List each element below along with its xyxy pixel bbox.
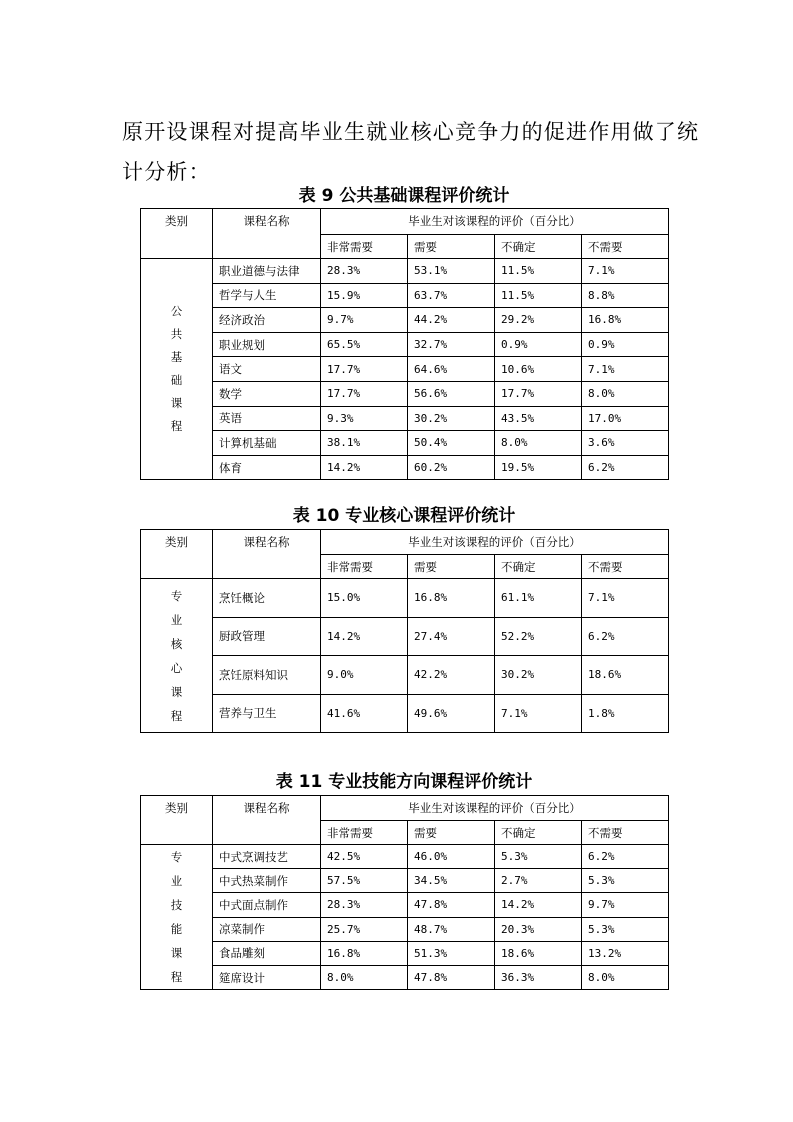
- value-cell: 10.6%: [495, 357, 582, 382]
- table10-core-courses: [140, 529, 669, 733]
- table-row: [141, 455, 669, 480]
- value-cell: 61.1%: [495, 579, 582, 618]
- value-cell: 49.6%: [408, 694, 495, 733]
- category-char: 程: [170, 708, 183, 723]
- header-evaluation: 毕业生对该课程的评价（百分比）: [321, 209, 669, 235]
- value-cell: 15.9%: [321, 283, 408, 308]
- value-cell: 7.1%: [582, 579, 669, 618]
- header-col-1: 需要: [408, 555, 495, 579]
- header-row: [141, 530, 669, 555]
- table-row: [141, 656, 669, 695]
- value-cell: 63.7%: [408, 283, 495, 308]
- table9-caption: 表 9 公共基础课程评价统计: [298, 186, 510, 206]
- table-row: [141, 406, 669, 431]
- table-row: [141, 965, 669, 989]
- value-cell: 16.8%: [321, 941, 408, 965]
- table10-caption: 表 10 专业核心课程评价统计: [292, 506, 516, 526]
- value-cell: 8.0%: [582, 965, 669, 989]
- category-char: 技: [170, 898, 183, 913]
- value-cell: 14.2%: [495, 893, 582, 917]
- category-char: 业: [170, 874, 183, 889]
- value-cell: 51.3%: [408, 941, 495, 965]
- header-col-2: 不确定: [495, 821, 582, 845]
- value-cell: 0.9%: [495, 332, 582, 357]
- header-category: 类别: [141, 530, 213, 579]
- course-name-cell: 烹饪概论: [213, 579, 321, 618]
- value-cell: 64.6%: [408, 357, 495, 382]
- value-cell: 8.8%: [582, 283, 669, 308]
- value-cell: 6.2%: [582, 455, 669, 480]
- value-cell: 34.5%: [408, 869, 495, 893]
- value-cell: 11.5%: [495, 283, 582, 308]
- value-cell: 7.1%: [582, 259, 669, 284]
- value-cell: 36.3%: [495, 965, 582, 989]
- value-cell: 3.6%: [582, 431, 669, 456]
- header-col-3: 不需要: [582, 235, 669, 259]
- table-row: [141, 917, 669, 941]
- value-cell: 9.3%: [321, 406, 408, 431]
- value-cell: 9.7%: [582, 893, 669, 917]
- header-col-1: 需要: [408, 235, 495, 259]
- category-char: 核: [170, 636, 183, 651]
- value-cell: 16.8%: [582, 308, 669, 333]
- header-course-name: 课程名称: [213, 530, 321, 579]
- table11-skill-courses: [140, 795, 669, 990]
- table-row: [141, 941, 669, 965]
- table-row: [141, 579, 669, 618]
- course-name-cell: 烹饪原料知识: [213, 656, 321, 695]
- header-col-0: 非常需要: [321, 555, 408, 579]
- category-char: 课: [170, 946, 183, 961]
- category-char: 专: [170, 588, 183, 603]
- course-name-cell: 筵席设计: [213, 965, 321, 989]
- value-cell: 48.7%: [408, 917, 495, 941]
- value-cell: 44.2%: [408, 308, 495, 333]
- value-cell: 6.2%: [582, 845, 669, 869]
- value-cell: 9.7%: [321, 308, 408, 333]
- value-cell: 42.2%: [408, 656, 495, 695]
- course-name-cell: 体育: [213, 455, 321, 480]
- value-cell: 8.0%: [321, 965, 408, 989]
- course-name-cell: 哲学与人生: [213, 283, 321, 308]
- value-cell: 14.2%: [321, 455, 408, 480]
- header-row: [141, 796, 669, 821]
- course-name-cell: 数学: [213, 381, 321, 406]
- category-char: 能: [170, 922, 183, 937]
- value-cell: 19.5%: [495, 455, 582, 480]
- table-row: [141, 283, 669, 308]
- value-cell: 17.7%: [321, 381, 408, 406]
- value-cell: 5.3%: [495, 845, 582, 869]
- table-row: [141, 617, 669, 656]
- header-col-1: 需要: [408, 821, 495, 845]
- value-cell: 56.6%: [408, 381, 495, 406]
- value-cell: 28.3%: [321, 893, 408, 917]
- header-evaluation: 毕业生对该课程的评价（百分比）: [321, 796, 669, 821]
- value-cell: 15.0%: [321, 579, 408, 618]
- value-cell: 27.4%: [408, 617, 495, 656]
- table-row: [141, 381, 669, 406]
- value-cell: 28.3%: [321, 259, 408, 284]
- value-cell: 5.3%: [582, 869, 669, 893]
- value-cell: 43.5%: [495, 406, 582, 431]
- category-char: 心: [170, 660, 183, 675]
- header-col-3: 不需要: [582, 555, 669, 579]
- table-row: [141, 845, 669, 869]
- category-char: 础: [170, 373, 183, 388]
- table-row: [141, 893, 669, 917]
- category-char: 程: [170, 419, 183, 434]
- value-cell: 41.6%: [321, 694, 408, 733]
- category-cell: [141, 845, 213, 990]
- value-cell: 5.3%: [582, 917, 669, 941]
- value-cell: 38.1%: [321, 431, 408, 456]
- category-char: 共: [170, 327, 183, 342]
- course-name-cell: 凉菜制作: [213, 917, 321, 941]
- value-cell: 9.0%: [321, 656, 408, 695]
- category-char: 程: [170, 970, 183, 985]
- intro-line-1: 原开设课程对提高毕业生就业核心竞争力的促进作用做了统: [122, 120, 700, 144]
- value-cell: 29.2%: [495, 308, 582, 333]
- value-cell: 65.5%: [321, 332, 408, 357]
- course-name-cell: 语文: [213, 357, 321, 382]
- course-name-cell: 中式面点制作: [213, 893, 321, 917]
- category-char: 业: [170, 612, 183, 627]
- course-name-cell: 计算机基础: [213, 431, 321, 456]
- course-name-cell: 英语: [213, 406, 321, 431]
- value-cell: 53.1%: [408, 259, 495, 284]
- course-name-cell: 厨政管理: [213, 617, 321, 656]
- table-row: [141, 431, 669, 456]
- value-cell: 13.2%: [582, 941, 669, 965]
- table-row: [141, 869, 669, 893]
- header-evaluation: 毕业生对该课程的评价（百分比）: [321, 530, 669, 555]
- value-cell: 57.5%: [321, 869, 408, 893]
- header-category: 类别: [141, 209, 213, 259]
- value-cell: 8.0%: [495, 431, 582, 456]
- value-cell: 47.8%: [408, 893, 495, 917]
- table-row: [141, 357, 669, 382]
- table-row: [141, 332, 669, 357]
- course-name-cell: 营养与卫生: [213, 694, 321, 733]
- value-cell: 16.8%: [408, 579, 495, 618]
- course-name-cell: 经济政治: [213, 308, 321, 333]
- category-cell: [141, 579, 213, 733]
- value-cell: 18.6%: [495, 941, 582, 965]
- value-cell: 47.8%: [408, 965, 495, 989]
- table-row: [141, 259, 669, 284]
- value-cell: 2.7%: [495, 869, 582, 893]
- category-char: 基: [170, 350, 183, 365]
- header-row: [141, 209, 669, 235]
- table11-caption: 表 11 专业技能方向课程评价统计: [275, 772, 533, 792]
- header-course-name: 课程名称: [213, 796, 321, 845]
- header-col-3: 不需要: [582, 821, 669, 845]
- value-cell: 17.7%: [495, 381, 582, 406]
- header-col-2: 不确定: [495, 555, 582, 579]
- table-row: [141, 694, 669, 733]
- value-cell: 14.2%: [321, 617, 408, 656]
- header-col-0: 非常需要: [321, 821, 408, 845]
- course-name-cell: 中式热菜制作: [213, 869, 321, 893]
- course-name-cell: 职业道德与法律: [213, 259, 321, 284]
- intro-paragraph: [122, 112, 702, 192]
- header-col-0: 非常需要: [321, 235, 408, 259]
- value-cell: 32.7%: [408, 332, 495, 357]
- course-name-cell: 食品雕刻: [213, 941, 321, 965]
- category-char: 课: [170, 684, 183, 699]
- value-cell: 25.7%: [321, 917, 408, 941]
- value-cell: 11.5%: [495, 259, 582, 284]
- category-char: 课: [170, 396, 183, 411]
- value-cell: 20.3%: [495, 917, 582, 941]
- value-cell: 50.4%: [408, 431, 495, 456]
- value-cell: 17.0%: [582, 406, 669, 431]
- category-char: 公: [170, 304, 183, 319]
- value-cell: 42.5%: [321, 845, 408, 869]
- value-cell: 18.6%: [582, 656, 669, 695]
- value-cell: 60.2%: [408, 455, 495, 480]
- value-cell: 6.2%: [582, 617, 669, 656]
- value-cell: 7.1%: [582, 357, 669, 382]
- category-char: 专: [170, 850, 183, 865]
- value-cell: 52.2%: [495, 617, 582, 656]
- table9-public-basic-courses: [140, 208, 669, 480]
- course-name-cell: 职业规划: [213, 332, 321, 357]
- header-course-name: 课程名称: [213, 209, 321, 259]
- intro-line-2: 计分析：: [122, 160, 211, 184]
- value-cell: 7.1%: [495, 694, 582, 733]
- value-cell: 46.0%: [408, 845, 495, 869]
- header-col-2: 不确定: [495, 235, 582, 259]
- course-name-cell: 中式烹调技艺: [213, 845, 321, 869]
- value-cell: 8.0%: [582, 381, 669, 406]
- category-cell: [141, 259, 213, 480]
- value-cell: 0.9%: [582, 332, 669, 357]
- value-cell: 17.7%: [321, 357, 408, 382]
- table-row: [141, 308, 669, 333]
- value-cell: 30.2%: [408, 406, 495, 431]
- value-cell: 1.8%: [582, 694, 669, 733]
- value-cell: 30.2%: [495, 656, 582, 695]
- header-category: 类别: [141, 796, 213, 845]
